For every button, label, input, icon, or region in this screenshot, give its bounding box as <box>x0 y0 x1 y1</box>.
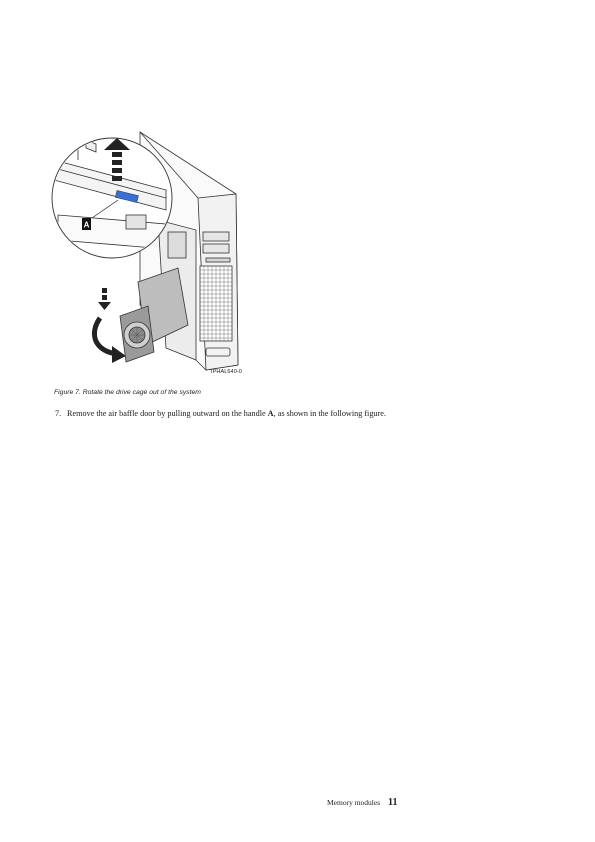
figure-caption: Figure 7. Rotate the drive cage out of the system <box>54 389 201 396</box>
footer-section-title: Memory modules <box>327 798 381 807</box>
procedure-step <box>55 409 386 418</box>
step-text-after: , as shown in the following figure. <box>273 409 386 418</box>
callout-label: A <box>83 220 90 230</box>
figure-id: IPHAL640-0 <box>211 369 242 375</box>
step-number: 7. <box>55 409 62 418</box>
drive-cage-illustration <box>48 120 258 382</box>
step-text-before: Remove the air baffle door by pulling outward on the handle <box>67 409 268 418</box>
step-handle-label: A <box>267 409 274 418</box>
page-footer <box>327 797 397 808</box>
page-number: 11 <box>388 797 398 808</box>
